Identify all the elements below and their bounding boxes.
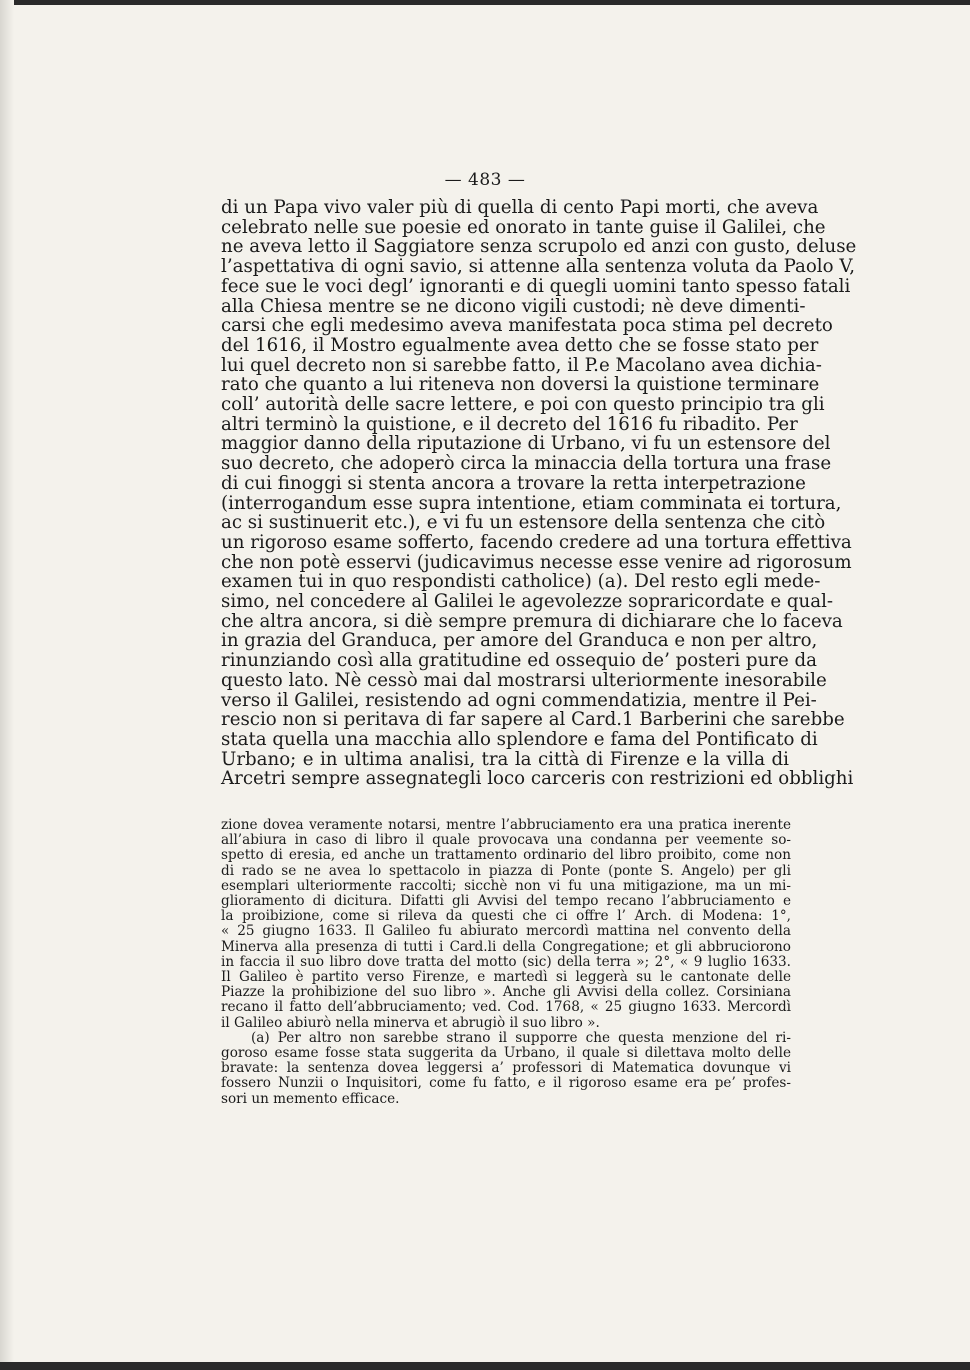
body-line: Urbano; e in ultima analisi, tra la città di Firenze e la villa di [221,748,789,770]
footnote-line: Il Galileo è partito verso Firenze, e martedì si leggerà su le cantonate delle [221,969,791,986]
footnote-continuation [221,818,791,1031]
body-line: rinunziando così alla gratitudine ed ossequio de’ posteri pure da [221,650,818,672]
body-line: stata quella una macchia allo splendore e fama del Pontificato di [221,728,818,750]
body-line: ne aveva letto il Saggiatore senza scrupolo ed anzi con gusto, deluse [221,236,857,258]
page-number: — 483 — [444,170,526,190]
footnote-a [221,1031,791,1107]
body-line: l’aspettativa di ogni savio, si attenne alla sentenza voluta da Paolo V, [221,256,856,278]
body-line: suo decreto, che adoperò circa la minaccia della tortura una frase [221,453,832,475]
page-top-edge [0,0,970,5]
body-line: del 1616, il Mostro egualmente avea detto che se fosse stato per [221,334,819,356]
body-line: examen tui in quo respondisti catholice) (a). Del resto egli mede- [221,571,821,593]
body-line: altri terminò la quistione, e il decreto del 1616 fu ribadito. Per [221,413,798,435]
body-line: Arcetri sempre assegnategli loco carceris con restrizioni ed obblighi [221,768,854,790]
footnote-line: spetto di eresia, ed anche un trattamento ordinario del libro proibito, come non [221,847,791,864]
body-line: di un Papa vivo valer più di quella di cento Papi morti, che aveva [221,197,819,218]
body-line: celebrato nelle sue poesie ed onorato in tante guise il Galilei, che [221,216,826,238]
footnote-a-line: fossero Nunzii o Inquisitori, come fu fatto, e il rigoroso esame era pe’ profes- [221,1075,791,1092]
footnote-line: il Galileo abiurò nella minerva et abrugiò il suo libro ». [221,1014,600,1031]
body-line: verso il Galilei, resistendo ad ogni commendatizia, mentre il Pei- [221,689,817,711]
footnote-line: la proibizione, come si rileva da questi che ci offre l’ Arch. di Modena: 1°, [221,908,791,925]
footnote-a-line: sori un memento efficace. [221,1090,400,1107]
body-line: un rigoroso esame sofferto, facendo credere ad una tortura effettiva [221,531,852,553]
body-line: di cui finoggi si stenta ancora a trovare la retta interpetrazione [221,472,806,494]
footnote-line: in faccia il suo libro dove tratta del motto (sic) della terra »; 2°, « 9 luglio 1633. [221,953,791,970]
page-left-shadow [0,0,14,1370]
footnote-line: Minerva alla presenza di tutti i Card.li della Congregatione; et gli abbruciorono [221,938,791,955]
body-line: coll’ autorità delle sacre lettere, e poi con questo principio tra gli [221,394,825,416]
footnote-line: « 25 giugno 1633. Il Galileo fu abiurato mercordì mattina nel convento della [221,923,791,940]
body-line: rato che quanto a lui riteneva non doversi la quistione terminare [221,374,820,396]
body-line: (interrogandum esse supra intentione, etiam comminata ei tortura, [221,492,842,514]
body-line: rescio non si peritava di far sapere al Card.1 Barberini che sarebbe [221,709,845,731]
body-line: in grazia del Granduca, per amore del Granduca e non per altro, [221,630,818,652]
footnote-a-line: goroso esame fosse stata suggerita da Urbano, il quale si dilettava molto delle [221,1045,791,1062]
footnote-line: recano il fatto dell’abbruciamento; ved. Cod. 1768, « 25 giugno 1633. Mercordì [221,999,791,1016]
footnote-line: di rado se ne avea lo spettacolo in piazza di Ponte (ponte S. Angelo) per gli [221,862,791,879]
footnote-line: esemplari ulteriormente raccolti; sicchè non vi fu una mitigazione, ma un mi- [221,877,791,894]
footnote-line: Piazze la prohibizione del suo libro ». Anche gli Avvisi della collez. Corsiniana [221,984,791,1001]
body-line: lui quel decreto non si sarebbe fatto, il P.e Macolano avea dichia- [221,354,822,376]
body-line: carsi che egli medesimo aveva manifestata poca stima pel decreto [221,315,833,337]
body-line: che altra ancora, si diè sempre premura di dichiarare che lo faceva [221,610,843,632]
body-line: simo, nel concedere al Galilei le agevolezze sopraricordate e qual- [221,591,834,613]
body-text [221,197,857,790]
footnote-line: zione dovea veramente notarsi, mentre l’abbruciamento era una pratica inerente [221,817,791,833]
page-bottom-edge [0,1362,970,1370]
body-line: fece sue le voci degl’ ignoranti e di quegli uomini tanto spesso fatali [221,275,851,297]
footnotes [221,818,791,1107]
body-line: questo lato. Nè cessò mai dal mostrarsi ulteriormente inesorabile [221,669,827,691]
footnote-a-line: (a) Per altro non sarebbe strano il supporre che questa menzione del ri- [251,1029,791,1046]
body-line: ac si sustinuerit etc.), e vi fu un estensore della sentenza che citò [221,512,826,534]
body-line: che non potè esservi (judicavimus necesse esse venire ad rigorosum [221,551,852,573]
footnote-line: glioramento di dicitura. Difatti gli Avvisi del tempo recano l’abbruciamento e [221,893,791,910]
footnote-a-line: bravate: la sentenza dovea leggersi a’ professori di Matematica dovunque vi [221,1060,791,1077]
body-line: alla Chiesa mentre se ne dicono vigili custodi; nè deve dimenti- [221,295,806,317]
footnote-line: all’abiura in caso di libro il quale provocava una condanna per veemente so- [221,832,791,849]
body-line: maggior danno della riputazione di Urbano, vi fu un estensore del [221,433,831,455]
